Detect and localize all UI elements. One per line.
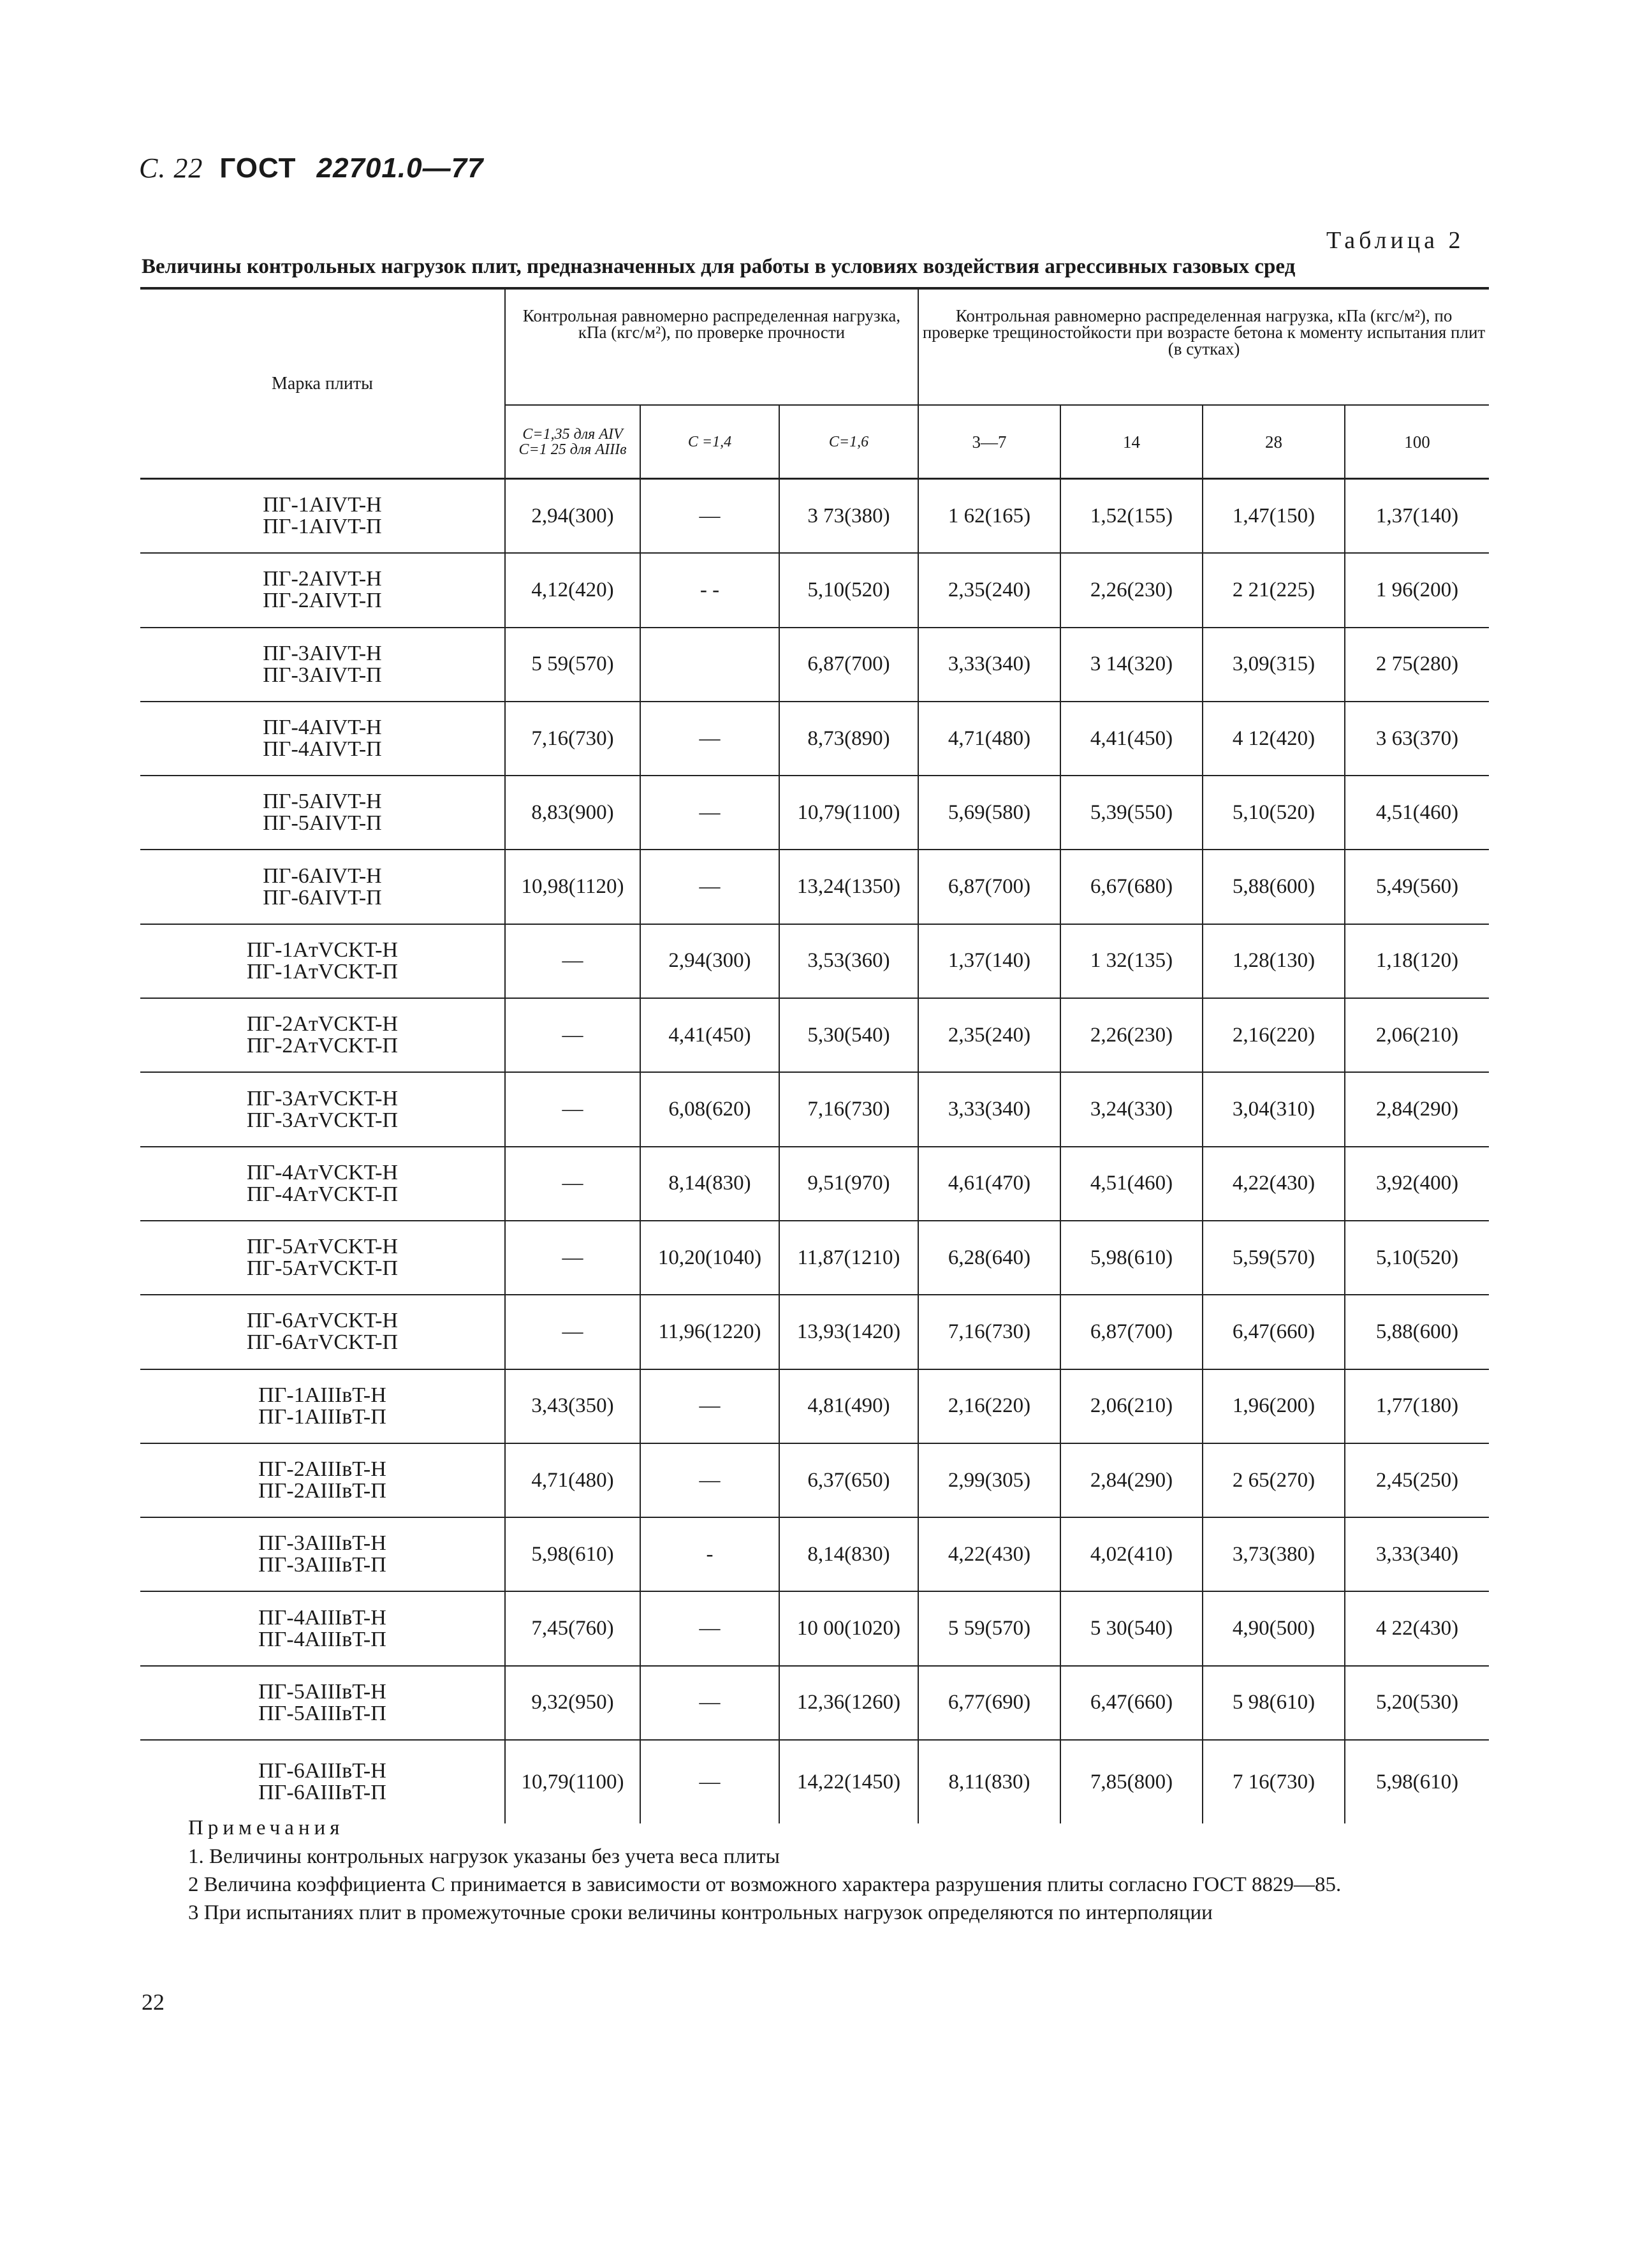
plate-mark-cell: [140, 1369, 505, 1443]
col-header-mark: Марка плиты: [140, 288, 505, 479]
load-value-d100: 5,98(610): [1345, 1740, 1489, 1823]
col-group-strength: Контрольная равномерно распределенная нагрузка, кПа (кгс/м²), по проверке прочности: [505, 288, 918, 405]
plate-mark-cell: [140, 1591, 505, 1665]
load-value-c135: 2,94(300): [505, 479, 640, 554]
load-value-d3-7: 6,87(700): [918, 850, 1060, 924]
load-value-c14: -: [640, 1517, 779, 1591]
load-value-d28: 5,88(600): [1203, 850, 1345, 924]
plate-mark-cell: [140, 1147, 505, 1221]
page-header: [139, 152, 484, 184]
col-header-days-14: 14: [1060, 405, 1203, 479]
col-header-days-28: 28: [1203, 405, 1345, 479]
load-value-c16: 5,30(540): [779, 998, 918, 1072]
plate-mark: ПГ-2AIIIвT-H: [258, 1457, 386, 1481]
load-value-d3-7: 1 62(165): [918, 479, 1060, 554]
load-value-d28: 5 98(610): [1203, 1666, 1345, 1740]
load-value-c14: 6,08(620): [640, 1072, 779, 1146]
col-header-c14: С =1,4: [640, 405, 779, 479]
load-value-c16: 7,16(730): [779, 1072, 918, 1146]
load-value-c14: 11,96(1220): [640, 1295, 779, 1369]
plate-mark: ПГ-1AIIIвT-П: [258, 1404, 386, 1429]
load-value-d28: 2,16(220): [1203, 998, 1345, 1072]
note-3: 3 При испытаниях плит в промежуточные сроки величины контрольных нагрузок определяются по интерполяции: [188, 1901, 1213, 1924]
plate-mark: ПГ-3AIVT-П: [263, 663, 382, 687]
load-value-c14: 4,41(450): [640, 998, 779, 1072]
load-value-d100: 2,84(290): [1345, 1072, 1489, 1146]
plate-mark: ПГ-3AтVCKT-П: [246, 1108, 399, 1132]
load-value-d28: 6,47(660): [1203, 1295, 1345, 1369]
load-value-d100: 5,20(530): [1345, 1666, 1489, 1740]
load-value-d100: 1,18(120): [1345, 924, 1489, 998]
col-header-c135: С=1,35 для AIV С=1 25 для AIIIв: [505, 405, 640, 479]
page-number: 22: [142, 1989, 165, 2015]
plate-mark-cell: [140, 1443, 505, 1517]
plate-mark: ПГ-6AIVT-П: [263, 885, 382, 909]
table-row: [140, 553, 1489, 627]
load-value-d3-7: 8,11(830): [918, 1740, 1060, 1823]
table-row: [140, 1221, 1489, 1295]
table-row: [140, 924, 1489, 998]
load-value-c135: 7,16(730): [505, 702, 640, 776]
plate-mark-cell: [140, 1666, 505, 1740]
load-value-c16: 3 73(380): [779, 479, 918, 554]
plate-mark: ПГ-4AтVCKT-П: [246, 1182, 399, 1206]
gost-number: 22701.0—77: [316, 152, 484, 184]
plate-mark: ПГ-5AIVT-П: [263, 811, 382, 836]
load-value-c14: [640, 628, 779, 702]
load-value-d100: 5,49(560): [1345, 850, 1489, 924]
load-value-d100: 3,33(340): [1345, 1517, 1489, 1591]
load-value-d28: 4,22(430): [1203, 1147, 1345, 1221]
load-value-d14: 6,67(680): [1060, 850, 1203, 924]
load-value-d28: 3,04(310): [1203, 1072, 1345, 1146]
load-value-d3-7: 5 59(570): [918, 1591, 1060, 1665]
load-value-d28: 1,28(130): [1203, 924, 1345, 998]
load-value-d100: 5,10(520): [1345, 1221, 1489, 1295]
table-row: [140, 1740, 1489, 1823]
table-label: Таблица 2: [1326, 227, 1465, 254]
plate-mark: ПГ-6AтVCKT-П: [246, 1330, 399, 1355]
table-row: [140, 702, 1489, 776]
load-value-d14: 5,39(550): [1060, 776, 1203, 850]
load-value-c16: 13,24(1350): [779, 850, 918, 924]
page-ref: С. 22: [139, 152, 203, 184]
table-row: [140, 628, 1489, 702]
load-value-c14: —: [640, 702, 779, 776]
plate-mark: ПГ-5AIIIвT-H: [258, 1679, 386, 1704]
load-value-c135: 4,12(420): [505, 553, 640, 627]
table-row: [140, 850, 1489, 924]
load-value-d14: 5,98(610): [1060, 1221, 1203, 1295]
load-value-d100: 1 96(200): [1345, 553, 1489, 627]
load-value-d28: 1,96(200): [1203, 1369, 1345, 1443]
load-value-c14: —: [640, 1740, 779, 1823]
table-title: Величины контрольных нагрузок плит, предназначенных для работы в условиях воздействия агрессивных газовых сред: [142, 255, 1296, 278]
plate-mark-cell: [140, 1517, 505, 1591]
plate-mark: ПГ-3AIVT-H: [263, 641, 382, 665]
load-value-c135: —: [505, 924, 640, 998]
plate-mark: ПГ-2AтVCKT-H: [246, 1012, 399, 1036]
plate-mark-cell: [140, 1740, 505, 1823]
load-value-c135: —: [505, 1295, 640, 1369]
plate-mark-cell: [140, 776, 505, 850]
load-value-c135: 4,71(480): [505, 1443, 640, 1517]
plate-mark: ПГ-1AтVCKT-H: [246, 938, 399, 962]
load-value-d14: 4,02(410): [1060, 1517, 1203, 1591]
load-value-c135: 8,83(900): [505, 776, 640, 850]
load-value-d3-7: 7,16(730): [918, 1295, 1060, 1369]
load-value-d28: 3,73(380): [1203, 1517, 1345, 1591]
table-row: [140, 1443, 1489, 1517]
load-value-c135: 7,45(760): [505, 1591, 640, 1665]
load-value-c135: 5,98(610): [505, 1517, 640, 1591]
load-value-d100: 4,51(460): [1345, 776, 1489, 850]
load-value-d100: 1,37(140): [1345, 479, 1489, 554]
table-row: [140, 1517, 1489, 1591]
load-value-d3-7: 1,37(140): [918, 924, 1060, 998]
load-value-d3-7: 3,33(340): [918, 1072, 1060, 1146]
load-value-d28: 3,09(315): [1203, 628, 1345, 702]
load-value-d3-7: 6,77(690): [918, 1666, 1060, 1740]
plate-mark-cell: [140, 553, 505, 627]
load-value-c14: 2,94(300): [640, 924, 779, 998]
plate-mark-cell: [140, 628, 505, 702]
table-row: [140, 1369, 1489, 1443]
load-value-d3-7: 4,61(470): [918, 1147, 1060, 1221]
load-value-d14: 4,41(450): [1060, 702, 1203, 776]
load-value-c14: - -: [640, 553, 779, 627]
load-value-c16: 9,51(970): [779, 1147, 918, 1221]
table-row: [140, 1591, 1489, 1665]
load-value-d14: 3,24(330): [1060, 1072, 1203, 1146]
notes: [147, 1816, 1492, 1928]
load-value-c16: 10,79(1100): [779, 776, 918, 850]
plate-mark-cell: [140, 1221, 505, 1295]
load-value-d100: 5,88(600): [1345, 1295, 1489, 1369]
load-value-d3-7: 5,69(580): [918, 776, 1060, 850]
plate-mark: ПГ-6AIIIвT-П: [258, 1781, 386, 1805]
col-header-days-3-7: 3—7: [918, 405, 1060, 479]
load-value-c16: 3,53(360): [779, 924, 918, 998]
col-header-c16: С=1,6: [779, 405, 918, 479]
load-value-c16: 10 00(1020): [779, 1591, 918, 1665]
load-value-c16: 6,37(650): [779, 1443, 918, 1517]
load-value-d3-7: 2,35(240): [918, 998, 1060, 1072]
load-value-d14: 2,26(230): [1060, 553, 1203, 627]
load-value-c135: —: [505, 1147, 640, 1221]
load-value-c14: —: [640, 1666, 779, 1740]
plate-mark: ПГ-3AтVCKT-H: [246, 1086, 399, 1110]
load-value-c135: —: [505, 998, 640, 1072]
plate-mark: ПГ-6AтVCKT-H: [246, 1309, 399, 1333]
load-value-d28: 5,59(570): [1203, 1221, 1345, 1295]
load-value-c16: 11,87(1210): [779, 1221, 918, 1295]
col-header-days-100: 100: [1345, 405, 1489, 479]
plate-mark: ПГ-3AIIIвT-П: [258, 1553, 386, 1577]
plate-mark: ПГ-2AIVT-H: [263, 567, 382, 591]
plate-mark-cell: [140, 924, 505, 998]
load-value-d14: 5 30(540): [1060, 1591, 1203, 1665]
load-value-c16: 6,87(700): [779, 628, 918, 702]
load-value-d100: 4 22(430): [1345, 1591, 1489, 1665]
load-value-c16: 8,73(890): [779, 702, 918, 776]
load-value-d100: 2 75(280): [1345, 628, 1489, 702]
load-value-d28: 2 65(270): [1203, 1443, 1345, 1517]
load-value-d28: 7 16(730): [1203, 1740, 1345, 1823]
load-value-c135: 10,79(1100): [505, 1740, 640, 1823]
load-value-c135: 9,32(950): [505, 1666, 640, 1740]
load-value-d14: 2,06(210): [1060, 1369, 1203, 1443]
plate-mark-cell: [140, 850, 505, 924]
load-value-d3-7: 6,28(640): [918, 1221, 1060, 1295]
plate-mark: ПГ-5AIVT-H: [263, 790, 382, 814]
load-value-d28: 2 21(225): [1203, 553, 1345, 627]
load-value-c16: 5,10(520): [779, 553, 918, 627]
load-value-d28: 4,90(500): [1203, 1591, 1345, 1665]
plate-mark-cell: [140, 479, 505, 554]
plate-mark: ПГ-1AIIIвT-H: [258, 1383, 386, 1407]
load-value-c14: 8,14(830): [640, 1147, 779, 1221]
plate-mark: ПГ-5AтVCKT-П: [246, 1256, 399, 1281]
plate-mark: ПГ-4AIVT-H: [263, 716, 382, 740]
plate-mark: ПГ-4AIIIвT-П: [258, 1627, 386, 1651]
load-value-c16: 13,93(1420): [779, 1295, 918, 1369]
load-value-d100: 2,45(250): [1345, 1443, 1489, 1517]
load-value-d3-7: 3,33(340): [918, 628, 1060, 702]
load-value-d14: 4,51(460): [1060, 1147, 1203, 1221]
load-value-d3-7: 2,35(240): [918, 553, 1060, 627]
load-value-c135: 5 59(570): [505, 628, 640, 702]
load-value-d100: 3,92(400): [1345, 1147, 1489, 1221]
plate-mark: ПГ-2AIIIвT-П: [258, 1479, 386, 1503]
plate-mark: ПГ-5AтVCKT-H: [246, 1235, 399, 1259]
load-value-d28: 1,47(150): [1203, 479, 1345, 554]
load-value-d3-7: 4,22(430): [918, 1517, 1060, 1591]
load-value-c16: 4,81(490): [779, 1369, 918, 1443]
plate-mark: ПГ-6AIIIвT-H: [258, 1759, 386, 1783]
plate-mark: ПГ-6AIVT-H: [263, 864, 382, 888]
load-value-c135: 10,98(1120): [505, 850, 640, 924]
load-value-d3-7: 4,71(480): [918, 702, 1060, 776]
loads-table: [140, 287, 1489, 1823]
plate-mark-cell: [140, 1295, 505, 1369]
load-value-c135: —: [505, 1072, 640, 1146]
load-value-d14: 1,52(155): [1060, 479, 1203, 554]
load-value-d14: 6,47(660): [1060, 1666, 1203, 1740]
plate-mark: ПГ-4AтVCKT-H: [246, 1160, 399, 1184]
plate-mark-cell: [140, 702, 505, 776]
load-value-c14: —: [640, 1443, 779, 1517]
load-value-d100: 2,06(210): [1345, 998, 1489, 1072]
plate-mark: ПГ-1AIVT-H: [263, 493, 382, 517]
plate-mark-cell: [140, 1072, 505, 1146]
load-value-c14: —: [640, 850, 779, 924]
load-value-d14: 2,84(290): [1060, 1443, 1203, 1517]
load-value-d14: 6,87(700): [1060, 1295, 1203, 1369]
table-row: [140, 479, 1489, 554]
table-row: [140, 1072, 1489, 1146]
load-value-c135: —: [505, 1221, 640, 1295]
plate-mark: ПГ-2AIVT-П: [263, 589, 382, 613]
load-value-c14: —: [640, 1591, 779, 1665]
table-row: [140, 998, 1489, 1072]
load-value-c14: —: [640, 776, 779, 850]
load-value-d14: 2,26(230): [1060, 998, 1203, 1072]
plate-mark: ПГ-4AIVT-П: [263, 737, 382, 762]
load-value-c16: 14,22(1450): [779, 1740, 918, 1823]
plate-mark: ПГ-2AтVCKT-П: [246, 1034, 399, 1058]
load-value-c135: 3,43(350): [505, 1369, 640, 1443]
load-value-d100: 1,77(180): [1345, 1369, 1489, 1443]
load-value-d28: 4 12(420): [1203, 702, 1345, 776]
gost-label: ГОСТ: [219, 152, 297, 184]
load-value-d14: 1 32(135): [1060, 924, 1203, 998]
plate-mark: ПГ-5AIIIвT-П: [258, 1701, 386, 1725]
load-value-d100: 3 63(370): [1345, 702, 1489, 776]
plate-mark-cell: [140, 998, 505, 1072]
notes-title: Примечания: [188, 1816, 344, 1839]
load-value-c14: —: [640, 479, 779, 554]
plate-mark: ПГ-1AIVT-П: [263, 515, 382, 539]
load-value-d28: 5,10(520): [1203, 776, 1345, 850]
table-row: [140, 1295, 1489, 1369]
load-value-c16: 12,36(1260): [779, 1666, 918, 1740]
table-row: [140, 1147, 1489, 1221]
load-value-c16: 8,14(830): [779, 1517, 918, 1591]
note-1: 1. Величины контрольных нагрузок указаны без учета веса плиты: [188, 1845, 780, 1868]
plate-mark: ПГ-4AIIIвT-H: [258, 1605, 386, 1630]
table-row: [140, 776, 1489, 850]
load-value-c14: 10,20(1040): [640, 1221, 779, 1295]
load-value-c14: —: [640, 1369, 779, 1443]
note-2: 2 Величина коэффициента С принимается в зависимости от возможного характера разрушения плиты согласно ГОСТ 8829—85.: [188, 1873, 1342, 1896]
load-value-d14: 7,85(800): [1060, 1740, 1203, 1823]
load-value-d14: 3 14(320): [1060, 628, 1203, 702]
load-value-d3-7: 2,16(220): [918, 1369, 1060, 1443]
plate-mark: ПГ-3AIIIвT-H: [258, 1531, 386, 1556]
col-group-crack-resistance: Контрольная равномерно распределенная нагрузка, кПа (кгс/м²), по проверке трещиностойкости при возрасте бетона к моменту испытания плит (в сутках): [918, 288, 1489, 405]
plate-mark: ПГ-1AтVCKT-П: [246, 959, 399, 983]
load-value-d3-7: 2,99(305): [918, 1443, 1060, 1517]
table-row: [140, 1666, 1489, 1740]
